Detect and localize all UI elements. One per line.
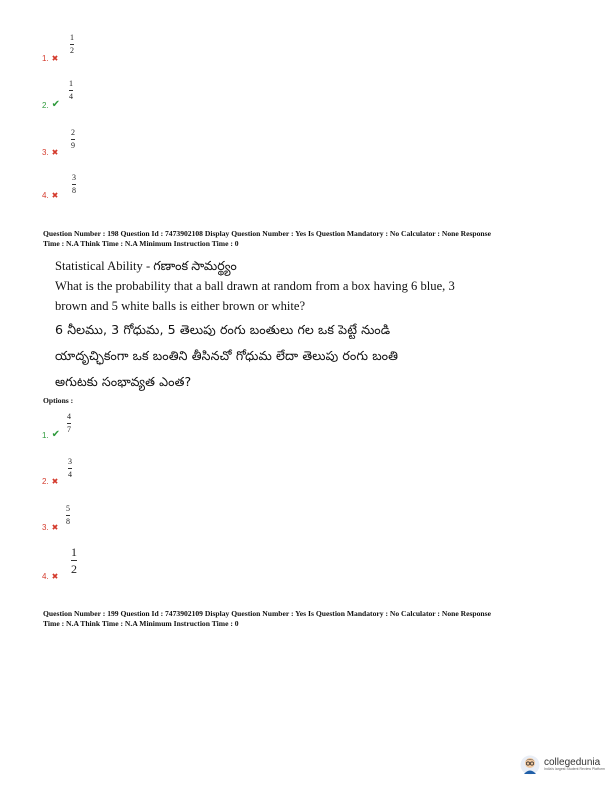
- option-2: [42, 477, 58, 486]
- fraction-bar: [69, 90, 73, 91]
- option-4: [42, 572, 58, 581]
- fraction-bar: [71, 139, 75, 140]
- denominator: 9: [71, 141, 75, 150]
- prev-option-4-fraction: [72, 174, 76, 195]
- check-icon: ✔: [51, 99, 61, 110]
- option-number: 2.: [42, 477, 49, 486]
- numerator: 2: [71, 128, 75, 137]
- denominator: 7: [67, 425, 71, 434]
- wrong-icon: ✖: [51, 522, 59, 532]
- mascot-icon: [520, 755, 540, 775]
- option-1-fraction: [67, 413, 71, 434]
- option-number: 4.: [42, 572, 49, 581]
- prev-option-3-fraction: [71, 129, 75, 150]
- denominator: 2: [71, 562, 77, 576]
- numerator: 4: [67, 412, 71, 421]
- fraction-bar: [70, 44, 74, 45]
- option-2-fraction: [68, 458, 72, 479]
- prev-option-2: [42, 100, 60, 110]
- question-text-te-2: యాదృచ్ఛికంగా ఒక బంతిని తీసినచో గోధుమ లేదా తెలుపు రంగు బంతి: [55, 348, 399, 363]
- option-number: 3.: [42, 148, 49, 157]
- fraction-bar: [68, 468, 72, 469]
- wrong-icon: ✖: [51, 476, 59, 486]
- option-3-fraction: [66, 505, 70, 526]
- numerator: 1: [71, 545, 77, 559]
- fraction-bar: [66, 515, 70, 516]
- option-4-fraction: [71, 546, 77, 575]
- question-text-en-1: What is the probability that a ball drawn at random from a box having 6 blue, 3: [55, 279, 455, 293]
- denominator: 2: [70, 46, 74, 55]
- wrong-icon: ✖: [51, 190, 59, 200]
- numerator: 1: [69, 79, 73, 88]
- options-label: Options :: [43, 396, 74, 405]
- option-3: [42, 523, 58, 532]
- meta-line-2: Time : N.A Think Time : N.A Minimum Instruction Time : 0: [43, 618, 239, 628]
- numerator: 5: [66, 504, 70, 513]
- meta-line-1: Question Number : 198 Question Id : 7473902108 Display Question Number : Yes Is Question Mandatory : No Calculator : None Response: [43, 229, 491, 238]
- logo-brand: collegedunia: [544, 757, 601, 769]
- question-text-te-1: 6 నీలము, 3 గోధుమ, 5 తెలుపు రంగు బంతులు గల ఒక పెట్టే నుండి: [55, 322, 391, 337]
- prev-option-2-fraction: [69, 80, 73, 101]
- numerator: 3: [68, 457, 72, 466]
- prev-option-1-fraction: [70, 34, 74, 55]
- numerator: 3: [72, 173, 76, 182]
- meta-line-1: Question Number : 199 Question Id : 7473902109 Display Question Number : Yes Is Question Mandatory : No Calculator : None Response: [43, 609, 491, 618]
- denominator: 4: [68, 470, 72, 479]
- wrong-icon: ✖: [51, 147, 59, 157]
- denominator: 4: [69, 92, 73, 101]
- question-199-meta: [43, 609, 573, 628]
- check-icon: ✔: [51, 429, 61, 440]
- prev-option-4: [42, 191, 58, 200]
- wrong-icon: ✖: [51, 53, 59, 63]
- prev-option-3: [42, 148, 58, 157]
- fraction-bar: [67, 423, 71, 424]
- fraction-bar: [71, 560, 77, 561]
- wrong-icon: ✖: [51, 571, 59, 581]
- fraction-bar: [72, 184, 76, 185]
- prev-option-1: [42, 54, 58, 63]
- question-198-meta: [43, 229, 573, 248]
- denominator: 8: [72, 186, 76, 195]
- option-number: 1.: [42, 54, 49, 63]
- question-text-te-3: అగుటకు సంభావ్యత ఎంత?: [55, 374, 192, 389]
- question-topic: Statistical Ability - గణాంక సామర్థ్యం: [55, 259, 237, 273]
- question-198-body: [55, 256, 455, 392]
- option-1: [42, 430, 60, 440]
- denominator: 8: [66, 517, 70, 526]
- option-number: 4.: [42, 191, 49, 200]
- collegedunia-logo: [520, 755, 605, 775]
- option-number: 2.: [42, 100, 49, 110]
- numerator: 1: [70, 33, 74, 42]
- logo-tagline: India's largest Student Review Platform: [544, 767, 605, 772]
- option-number: 3.: [42, 523, 49, 532]
- meta-line-2: Time : N.A Think Time : N.A Minimum Instruction Time : 0: [43, 238, 239, 248]
- question-text-en-2: brown and 5 white balls is either brown or white?: [55, 299, 306, 313]
- option-number: 1.: [42, 430, 49, 440]
